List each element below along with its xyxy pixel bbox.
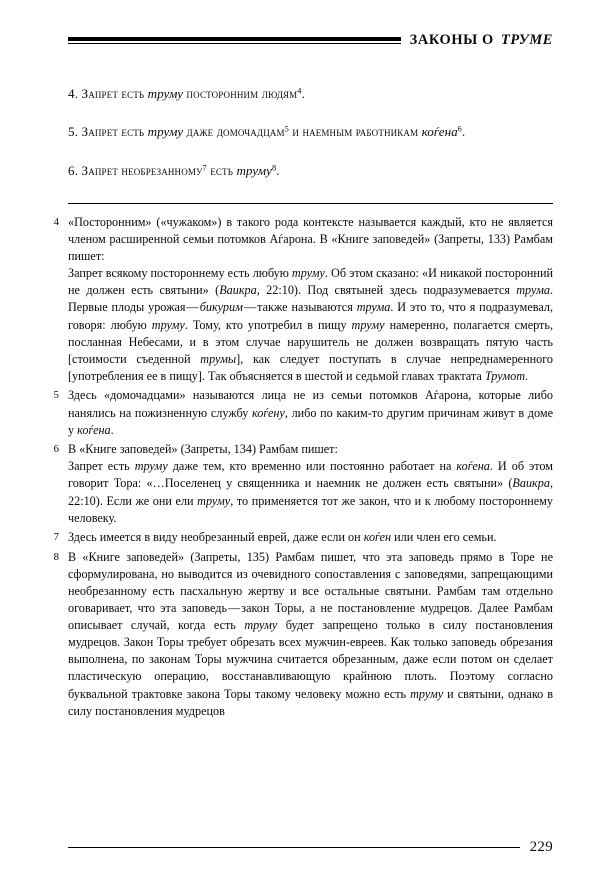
clause-list [68,70,553,181]
footnote-marker: 7 [53,531,59,544]
running-head-rule [68,36,401,46]
footnote-entry [45,214,553,385]
running-head-title-italic: ТРУМЕ [501,32,553,48]
footnote-paragraph: «Посторонним» («чужаком») в такого рода контексте называется каждый, кто не является членом расширенной семьи потомков Аѓарона. В «Книге заповедей» (Запреты, 133) Рамбам пишет: [68,215,553,264]
clause-item: 4. Запрет есть труму посторонним людям$^4$. [68,86,306,102]
rule-thick [68,37,401,41]
running-head [68,33,553,47]
running-head-title [410,33,553,47]
folio [68,840,553,855]
clause-item: 6. Запрет необрезанному$^7$ есть труму$^8$. [68,162,280,178]
folio-rule [68,847,520,848]
footnote-marker: 5 [53,389,59,402]
footnote-paragraph: В «Книге заповедей» (Запреты, 134) Рамбам пишет: [68,442,338,457]
clause-item: 5. Запрет есть труму даже домочадцам$^5$ и наемным работникам коѓена$^6$. [68,124,466,140]
footnote-entry [45,441,553,526]
footnote-paragraph: В «Книге заповедей» (Запреты, 135) Рамбам пишет, что эта заповедь прямо в Торе не сформулирована, но выводится из очевидного сопоставления с заповедями, запрещающими необрезанному есть пасхальную жертву и все остальные святыни. Рамбам там отдельно оговаривает, что эта заповедь — закон Торы, а не постановление мудрецов. Далее Рамбам описывает случай, когда есть труму будет запрещено только в силу постановления мудрецов. Закон Торы требует обрезать всех мужчин-евреев. Как только заповедь обрезания выполнена, по законам Торы мужчина считается обрезанным, даже если потом он сделает пластическую операцию, восстанавливающую крайнюю плоть. Поэтому согласно буквальной трактовке закона Торы такому человеку можно есть труму и святыни, однако в силу постановления мудрецов [68,549,553,718]
footnote-marker: 6 [53,443,59,456]
footnote-marker: 4 [53,216,59,228]
footnote-entry [45,387,553,438]
rule-thin [68,43,401,44]
footnote-list [45,214,553,722]
footnote-quote: Запрет всякому постороннему есть любую труму. Об этом сказано: «И никакой посторонний не должен есть святыни» (Ваикра, 22:10). Под святыней здесь подразумевается трума. Первые плоды урожая — бикурим — также называются трума. И это то, что я подразумевал, говоря: любую труму. Тому, кто употребил в пищу труму намеренно, полагается смерть, посланная Небесами, и в этом случае нарушитель не должен возвращать пятую часть [стоимости съеденной трумы], как следует поступать в случае непреднамеренного [употребления ее в пищу]. Так объясняется в шестой и седьмой главах трактата Трумот. [68,266,554,383]
page-number: 229 [529,839,553,855]
footnote-quote: Запрет есть труму даже тем, кто временно или постоянно работает на коѓена. И об этом говорит Тора: «…Поселенец у священника и наемник не должен есть святыни» (Ваикра, 22:10). Если же они ели труму, то применяется тот же закон, что и к любому постороннему человеку. [68,459,553,525]
footnote-paragraph: Здесь «домочадцами» называются лица не из семьи потомков Аѓарона, которые либо нанялись на пожизненную службу коѓену, либо по каким-то другим причинам живут в доме у коѓена. [68,388,553,437]
running-head-title-plain: ЗАКОНЫ О [409,32,499,48]
footnote-separator-rule [68,203,553,204]
footnote-entry [45,549,553,720]
footnote-paragraph: Здесь имеется в виду необрезанный еврей, даже если он коѓен или член его семьи. [68,530,497,545]
footnote-marker: 8 [53,550,59,563]
footnote-entry [45,529,553,546]
